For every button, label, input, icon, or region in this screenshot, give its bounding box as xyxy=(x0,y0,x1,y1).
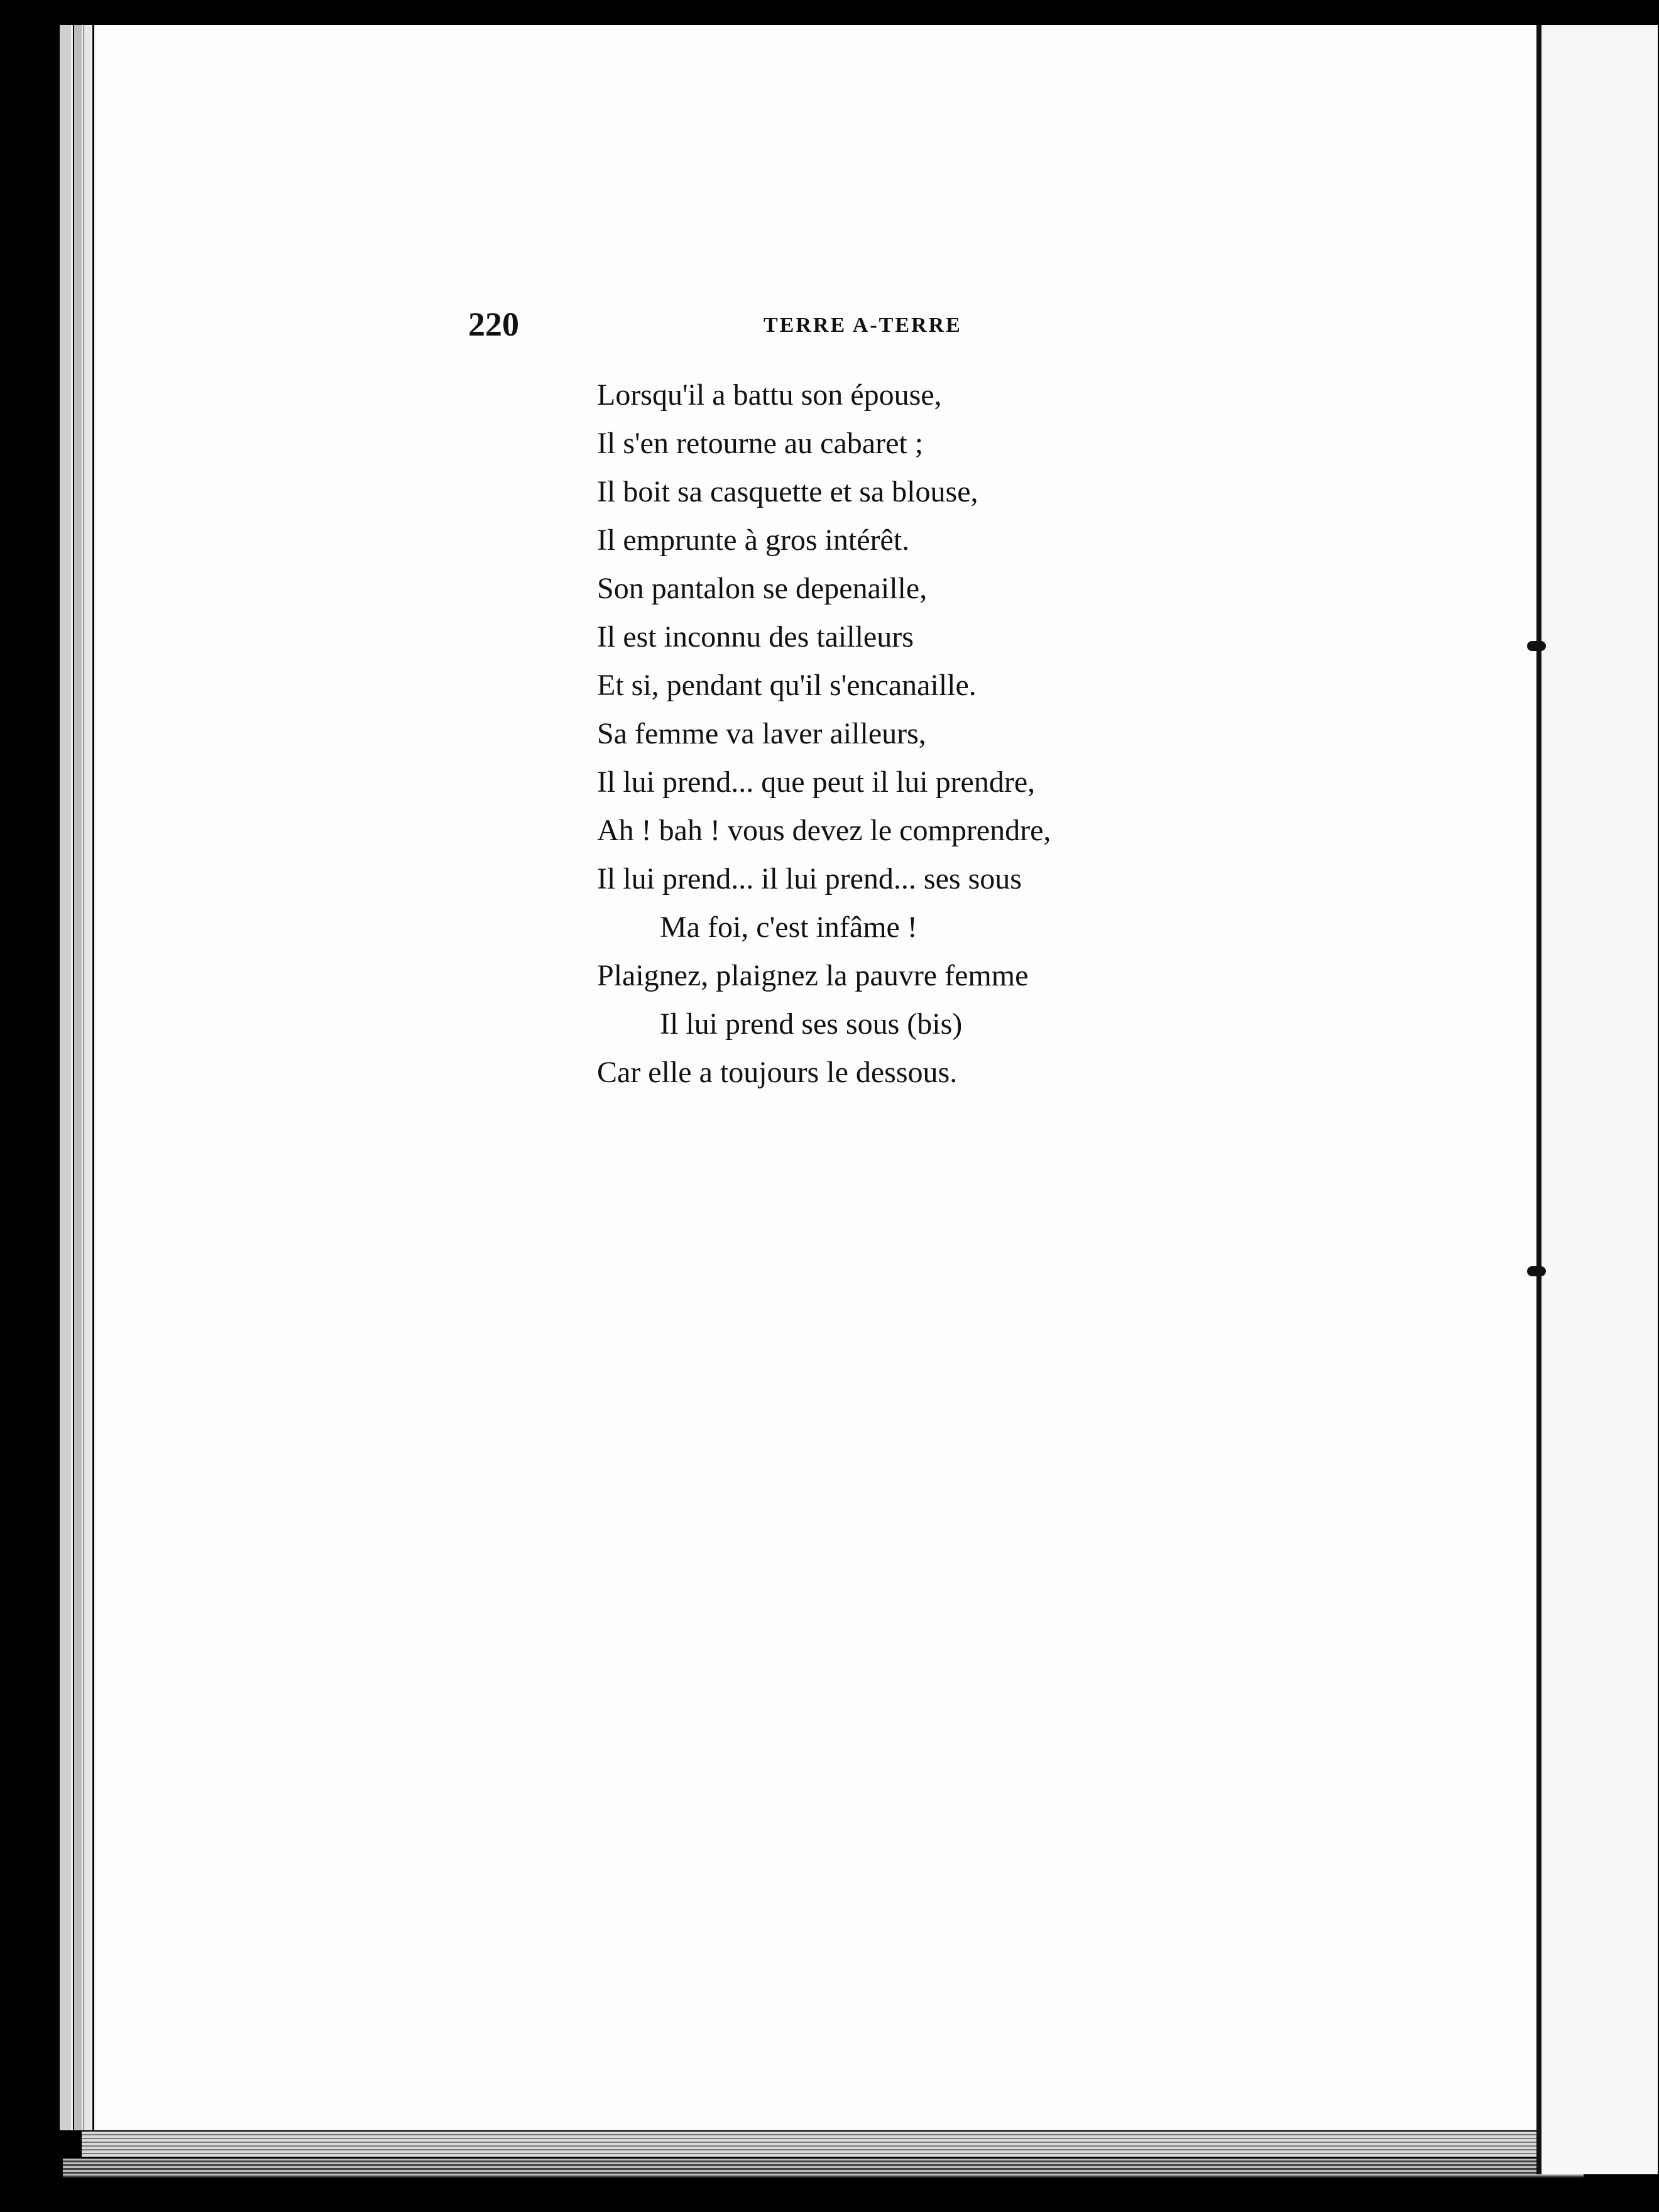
poem-line: Il boit sa casquette et sa blouse, xyxy=(597,475,978,508)
binding-clip xyxy=(1527,641,1546,651)
poem-line: Son pantalon se depenaille, xyxy=(597,572,928,605)
page-edges xyxy=(82,2132,1552,2157)
binding-edge xyxy=(60,25,73,2130)
poem-line: Il est inconnu des tailleurs xyxy=(597,620,914,654)
binding-edge xyxy=(84,25,92,2130)
page-edges xyxy=(63,2159,1584,2177)
page-header xyxy=(468,305,971,349)
facing-page-edge xyxy=(1536,25,1658,2174)
poem-line: Car elle a toujours le dessous. xyxy=(597,1056,958,1089)
poem-line: Il lui prend... que peut il lui prendre, xyxy=(597,765,1036,799)
poem-line: Ma foi, c'est infâme ! xyxy=(660,911,917,944)
binding-clip xyxy=(1527,1266,1546,1276)
poem-line: Sa femme va laver ailleurs, xyxy=(597,717,926,750)
poem-line: Plaignez, plaignez la pauvre femme xyxy=(597,959,1029,992)
poem xyxy=(597,371,1225,1097)
binding-edge xyxy=(74,25,84,2130)
poem-line: Il lui prend ses sous (bis) xyxy=(660,1007,963,1041)
poem-line: Il emprunte à gros intérêt. xyxy=(597,523,910,557)
poem-line: Il s'en retourne au cabaret ; xyxy=(597,427,924,460)
page-number: 220 xyxy=(468,305,519,343)
poem-line: Et si, pendant qu'il s'encanaille. xyxy=(597,669,977,702)
poem-line: Lorsqu'il a battu son épouse, xyxy=(597,378,942,412)
poem-line: Ah ! bah ! vous devez le comprendre, xyxy=(597,814,1051,847)
poem-line: Il lui prend... il lui prend... ses sous xyxy=(597,862,1022,895)
running-head: TERRE A-TERRE xyxy=(764,314,962,337)
